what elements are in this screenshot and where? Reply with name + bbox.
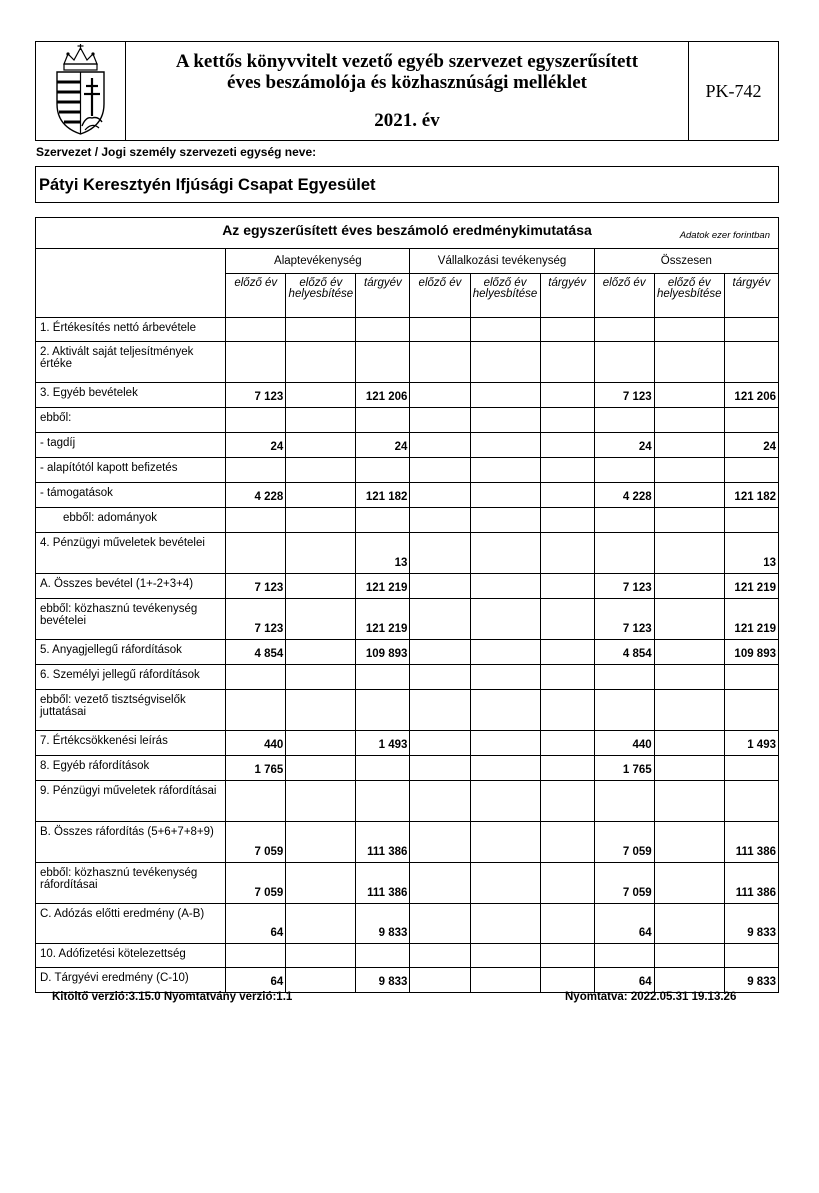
value-cell: 121 206 — [356, 383, 410, 408]
row-label: ebből: közhasznú tevékenység bevételei — [36, 599, 226, 640]
value-cell: 7 059 — [226, 863, 286, 904]
row-label: ebből: adományok — [36, 508, 226, 533]
value-cell — [286, 383, 356, 408]
value-cell — [356, 944, 410, 968]
value-cell — [356, 408, 410, 433]
value-cell — [410, 944, 470, 968]
value-cell — [286, 968, 356, 993]
value-cell — [410, 574, 470, 599]
value-cell: 4 854 — [226, 640, 286, 665]
value-cell: 9 833 — [724, 904, 778, 944]
value-cell: 24 — [226, 433, 286, 458]
sub-header-correction: előző év helyesbítése — [286, 274, 356, 318]
form-title-line1: A kettős könyvvitelt vezető egyéb szervezet egyszerűsített — [175, 51, 639, 72]
value-cell — [410, 433, 470, 458]
value-cell: 1 765 — [594, 756, 654, 781]
value-cell — [470, 665, 540, 690]
value-cell — [470, 863, 540, 904]
table-row — [36, 904, 779, 944]
value-cell — [724, 342, 778, 383]
value-cell: 13 — [724, 533, 778, 574]
value-cell — [286, 574, 356, 599]
value-cell — [226, 665, 286, 690]
value-cell: 121 219 — [356, 574, 410, 599]
value-cell: 64 — [594, 904, 654, 944]
value-cell — [286, 318, 356, 342]
value-cell — [226, 508, 286, 533]
organization-name-box — [35, 166, 779, 203]
row-label: - támogatások — [36, 483, 226, 508]
value-cell: 4 228 — [226, 483, 286, 508]
value-cell: 9 833 — [356, 968, 410, 993]
value-cell — [410, 781, 470, 822]
value-cell: 64 — [226, 904, 286, 944]
table-row — [36, 968, 779, 993]
income-statement — [35, 217, 779, 993]
value-cell — [286, 690, 356, 731]
value-cell — [470, 756, 540, 781]
value-cell — [470, 458, 540, 483]
table-row — [36, 640, 779, 665]
value-cell — [654, 574, 724, 599]
value-cell — [286, 781, 356, 822]
table-row — [36, 690, 779, 731]
value-cell — [286, 599, 356, 640]
value-cell — [654, 822, 724, 863]
value-cell — [540, 863, 594, 904]
value-cell: 24 — [594, 433, 654, 458]
value-cell — [654, 690, 724, 731]
table-row — [36, 342, 779, 383]
sub-header-prev-year: előző év — [594, 274, 654, 318]
group-header-business: Vállalkozási tevékenység — [410, 249, 594, 274]
group-header-row — [36, 249, 779, 274]
row-label: - alapítótól kapott befizetés — [36, 458, 226, 483]
row-label: C. Adózás előtti eredmény (A-B) — [36, 904, 226, 944]
value-cell — [540, 968, 594, 993]
value-cell — [594, 318, 654, 342]
value-cell — [286, 904, 356, 944]
table-row — [36, 863, 779, 904]
value-cell — [594, 944, 654, 968]
value-cell: 4 228 — [594, 483, 654, 508]
value-cell: 13 — [356, 533, 410, 574]
value-cell — [724, 508, 778, 533]
income-statement-table — [35, 217, 779, 993]
row-label: 7. Értékcsökkenési leírás — [36, 731, 226, 756]
value-cell — [470, 904, 540, 944]
value-cell — [226, 781, 286, 822]
value-cell — [226, 318, 286, 342]
sub-header-correction: előző év helyesbítése — [654, 274, 724, 318]
value-cell — [654, 318, 724, 342]
value-cell — [286, 665, 356, 690]
value-cell — [540, 342, 594, 383]
value-cell: 121 219 — [356, 599, 410, 640]
value-cell — [410, 690, 470, 731]
value-cell — [410, 665, 470, 690]
value-cell — [654, 508, 724, 533]
row-label: 6. Személyi jellegű ráfordítások — [36, 665, 226, 690]
value-cell: 64 — [594, 968, 654, 993]
value-cell — [356, 508, 410, 533]
table-row — [36, 408, 779, 433]
table-row — [36, 574, 779, 599]
value-cell — [724, 665, 778, 690]
value-cell — [356, 318, 410, 342]
form-code: PK-742 — [705, 80, 762, 101]
table-caption — [36, 218, 779, 249]
sub-header-current-year: tárgyév — [356, 274, 410, 318]
row-label: - tagdíj — [36, 433, 226, 458]
value-cell — [594, 690, 654, 731]
value-cell — [724, 458, 778, 483]
value-cell — [654, 458, 724, 483]
row-label-header — [36, 249, 226, 318]
value-cell — [286, 508, 356, 533]
value-cell: 121 182 — [724, 483, 778, 508]
value-cell — [470, 574, 540, 599]
value-cell — [286, 822, 356, 863]
value-cell — [226, 458, 286, 483]
table-row — [36, 665, 779, 690]
value-cell: 109 893 — [724, 640, 778, 665]
value-cell — [356, 458, 410, 483]
value-cell: 109 893 — [356, 640, 410, 665]
table-row — [36, 483, 779, 508]
hungarian-coat-of-arms-icon — [36, 42, 125, 140]
value-cell — [540, 756, 594, 781]
sub-header-current-year: tárgyév — [724, 274, 778, 318]
value-cell — [286, 483, 356, 508]
value-cell — [654, 781, 724, 822]
value-cell — [470, 408, 540, 433]
value-cell: 7 123 — [594, 599, 654, 640]
value-cell — [286, 408, 356, 433]
value-cell — [286, 342, 356, 383]
value-cell: 121 219 — [724, 574, 778, 599]
value-cell — [410, 508, 470, 533]
value-cell — [410, 599, 470, 640]
value-cell — [226, 408, 286, 433]
table-row — [36, 756, 779, 781]
value-cell: 111 386 — [356, 822, 410, 863]
row-label: D. Tárgyévi eredmény (C-10) — [36, 968, 226, 993]
table-unit: Adatok ezer forintban — [679, 230, 770, 241]
group-header-total: Összesen — [594, 249, 778, 274]
value-cell — [724, 944, 778, 968]
value-cell — [286, 944, 356, 968]
form-title-cell — [126, 42, 689, 140]
value-cell — [724, 756, 778, 781]
value-cell — [654, 731, 724, 756]
value-cell — [540, 408, 594, 433]
value-cell — [594, 408, 654, 433]
value-cell — [470, 599, 540, 640]
form-title-line2: éves beszámolója és közhasznúsági melléklet — [227, 72, 587, 93]
value-cell — [356, 342, 410, 383]
value-cell — [654, 863, 724, 904]
row-label: 2. Aktivált saját teljesítmények értéke — [36, 342, 226, 383]
value-cell — [724, 408, 778, 433]
coat-of-arms-cell — [36, 42, 126, 140]
value-cell — [226, 533, 286, 574]
row-label: 8. Egyéb ráfordítások — [36, 756, 226, 781]
value-cell — [286, 731, 356, 756]
value-cell — [540, 944, 594, 968]
value-cell — [410, 756, 470, 781]
value-cell — [540, 508, 594, 533]
value-cell — [226, 342, 286, 383]
value-cell — [410, 822, 470, 863]
value-cell — [470, 640, 540, 665]
row-label: ebből: — [36, 408, 226, 433]
value-cell — [540, 533, 594, 574]
value-cell — [540, 781, 594, 822]
value-cell: 111 386 — [724, 863, 778, 904]
footer-version: Kitöltő verzió:3.15.0 Nyomtatvány verzió:1.1 — [52, 991, 293, 1003]
organization-name: Pátyi Keresztyén Ifjúsági Csapat Egyesület — [39, 176, 376, 194]
value-cell — [410, 968, 470, 993]
value-cell: 7 059 — [594, 863, 654, 904]
value-cell — [540, 383, 594, 408]
value-cell — [356, 756, 410, 781]
value-cell: 7 123 — [226, 383, 286, 408]
value-cell: 121 206 — [724, 383, 778, 408]
value-cell: 64 — [226, 968, 286, 993]
value-cell — [410, 318, 470, 342]
table-title: Az egyszerűsített éves beszámoló eredménykimutatása — [222, 222, 592, 238]
value-cell: 440 — [226, 731, 286, 756]
value-cell — [470, 781, 540, 822]
value-cell: 1 765 — [226, 756, 286, 781]
value-cell — [654, 342, 724, 383]
value-cell — [654, 640, 724, 665]
value-cell — [654, 665, 724, 690]
value-cell — [594, 342, 654, 383]
value-cell — [540, 690, 594, 731]
value-cell — [286, 863, 356, 904]
value-cell — [654, 383, 724, 408]
value-cell: 24 — [724, 433, 778, 458]
table-row — [36, 533, 779, 574]
value-cell — [724, 781, 778, 822]
value-cell — [226, 690, 286, 731]
value-cell: 9 833 — [356, 904, 410, 944]
table-row — [36, 318, 779, 342]
form-header — [35, 41, 779, 141]
row-label: 5. Anyagjellegű ráfordítások — [36, 640, 226, 665]
value-cell — [470, 433, 540, 458]
value-cell — [540, 640, 594, 665]
value-cell: 440 — [594, 731, 654, 756]
value-cell: 7 059 — [594, 822, 654, 863]
value-cell — [540, 433, 594, 458]
value-cell — [470, 731, 540, 756]
value-cell — [470, 318, 540, 342]
value-cell — [654, 968, 724, 993]
value-cell — [470, 483, 540, 508]
value-cell — [410, 731, 470, 756]
value-cell — [410, 640, 470, 665]
value-cell — [470, 383, 540, 408]
value-cell — [540, 483, 594, 508]
value-cell — [540, 599, 594, 640]
row-label: 10. Adófizetési kötelezettség — [36, 944, 226, 968]
value-cell — [410, 904, 470, 944]
row-label: ebből: közhasznú tevékenység ráfordításai — [36, 863, 226, 904]
value-cell — [410, 458, 470, 483]
row-label: 1. Értékesítés nettó árbevétele — [36, 318, 226, 342]
value-cell — [654, 599, 724, 640]
value-cell — [286, 458, 356, 483]
value-cell — [470, 968, 540, 993]
value-cell — [410, 383, 470, 408]
value-cell — [540, 822, 594, 863]
value-cell — [654, 533, 724, 574]
row-label: ebből: vezető tisztségviselők juttatásai — [36, 690, 226, 731]
table-row — [36, 433, 779, 458]
row-label: 9. Pénzügyi műveletek ráfordításai — [36, 781, 226, 822]
value-cell — [654, 756, 724, 781]
value-cell: 7 123 — [226, 599, 286, 640]
table-row — [36, 599, 779, 640]
value-cell — [654, 483, 724, 508]
row-label: 3. Egyéb bevételek — [36, 383, 226, 408]
value-cell — [356, 781, 410, 822]
table-row — [36, 508, 779, 533]
value-cell — [540, 731, 594, 756]
form-year: 2021. év — [374, 110, 440, 131]
value-cell — [540, 904, 594, 944]
sub-header-correction: előző év helyesbítése — [470, 274, 540, 318]
value-cell — [540, 458, 594, 483]
row-label: 4. Pénzügyi műveletek bevételei — [36, 533, 226, 574]
table-row — [36, 731, 779, 756]
value-cell — [470, 690, 540, 731]
sub-header-prev-year: előző év — [226, 274, 286, 318]
value-cell: 111 386 — [724, 822, 778, 863]
value-cell — [286, 640, 356, 665]
value-cell — [410, 408, 470, 433]
value-cell — [724, 318, 778, 342]
value-cell — [470, 822, 540, 863]
value-cell: 121 219 — [724, 599, 778, 640]
group-header-core: Alaptevékenység — [226, 249, 410, 274]
value-cell — [470, 342, 540, 383]
value-cell — [286, 433, 356, 458]
value-cell: 7 123 — [594, 383, 654, 408]
value-cell — [286, 533, 356, 574]
value-cell — [410, 342, 470, 383]
table-row — [36, 383, 779, 408]
table-row — [36, 458, 779, 483]
value-cell: 9 833 — [724, 968, 778, 993]
value-cell: 1 493 — [356, 731, 410, 756]
sub-header-prev-year: előző év — [410, 274, 470, 318]
value-cell — [654, 408, 724, 433]
value-cell — [654, 904, 724, 944]
value-cell — [410, 533, 470, 574]
table-caption-row — [36, 218, 779, 249]
value-cell: 4 854 — [594, 640, 654, 665]
table-row — [36, 822, 779, 863]
value-cell — [470, 533, 540, 574]
value-cell — [470, 508, 540, 533]
table-row — [36, 781, 779, 822]
value-cell: 1 493 — [724, 731, 778, 756]
value-cell: 111 386 — [356, 863, 410, 904]
organization-label: Szervezet / Jogi személy szervezeti egység neve: — [36, 145, 317, 159]
value-cell — [410, 483, 470, 508]
value-cell — [226, 944, 286, 968]
value-cell — [724, 690, 778, 731]
row-label: B. Összes ráfordítás (5+6+7+8+9) — [36, 822, 226, 863]
value-cell — [594, 781, 654, 822]
value-cell — [356, 665, 410, 690]
value-cell — [594, 508, 654, 533]
sub-header-current-year: tárgyév — [540, 274, 594, 318]
value-cell: 121 182 — [356, 483, 410, 508]
value-cell — [654, 433, 724, 458]
value-cell: 7 123 — [594, 574, 654, 599]
value-cell — [594, 458, 654, 483]
value-cell — [594, 665, 654, 690]
value-cell: 7 123 — [226, 574, 286, 599]
value-cell — [356, 690, 410, 731]
value-cell — [654, 944, 724, 968]
value-cell — [540, 665, 594, 690]
value-cell — [540, 574, 594, 599]
table-row — [36, 944, 779, 968]
row-label: A. Összes bevétel (1+-2+3+4) — [36, 574, 226, 599]
value-cell: 24 — [356, 433, 410, 458]
value-cell — [286, 756, 356, 781]
value-cell — [594, 533, 654, 574]
value-cell — [540, 318, 594, 342]
footer-printed: Nyomtatva: 2022.05.31 19.13.26 — [565, 991, 737, 1003]
value-cell — [410, 863, 470, 904]
value-cell: 7 059 — [226, 822, 286, 863]
value-cell — [470, 944, 540, 968]
